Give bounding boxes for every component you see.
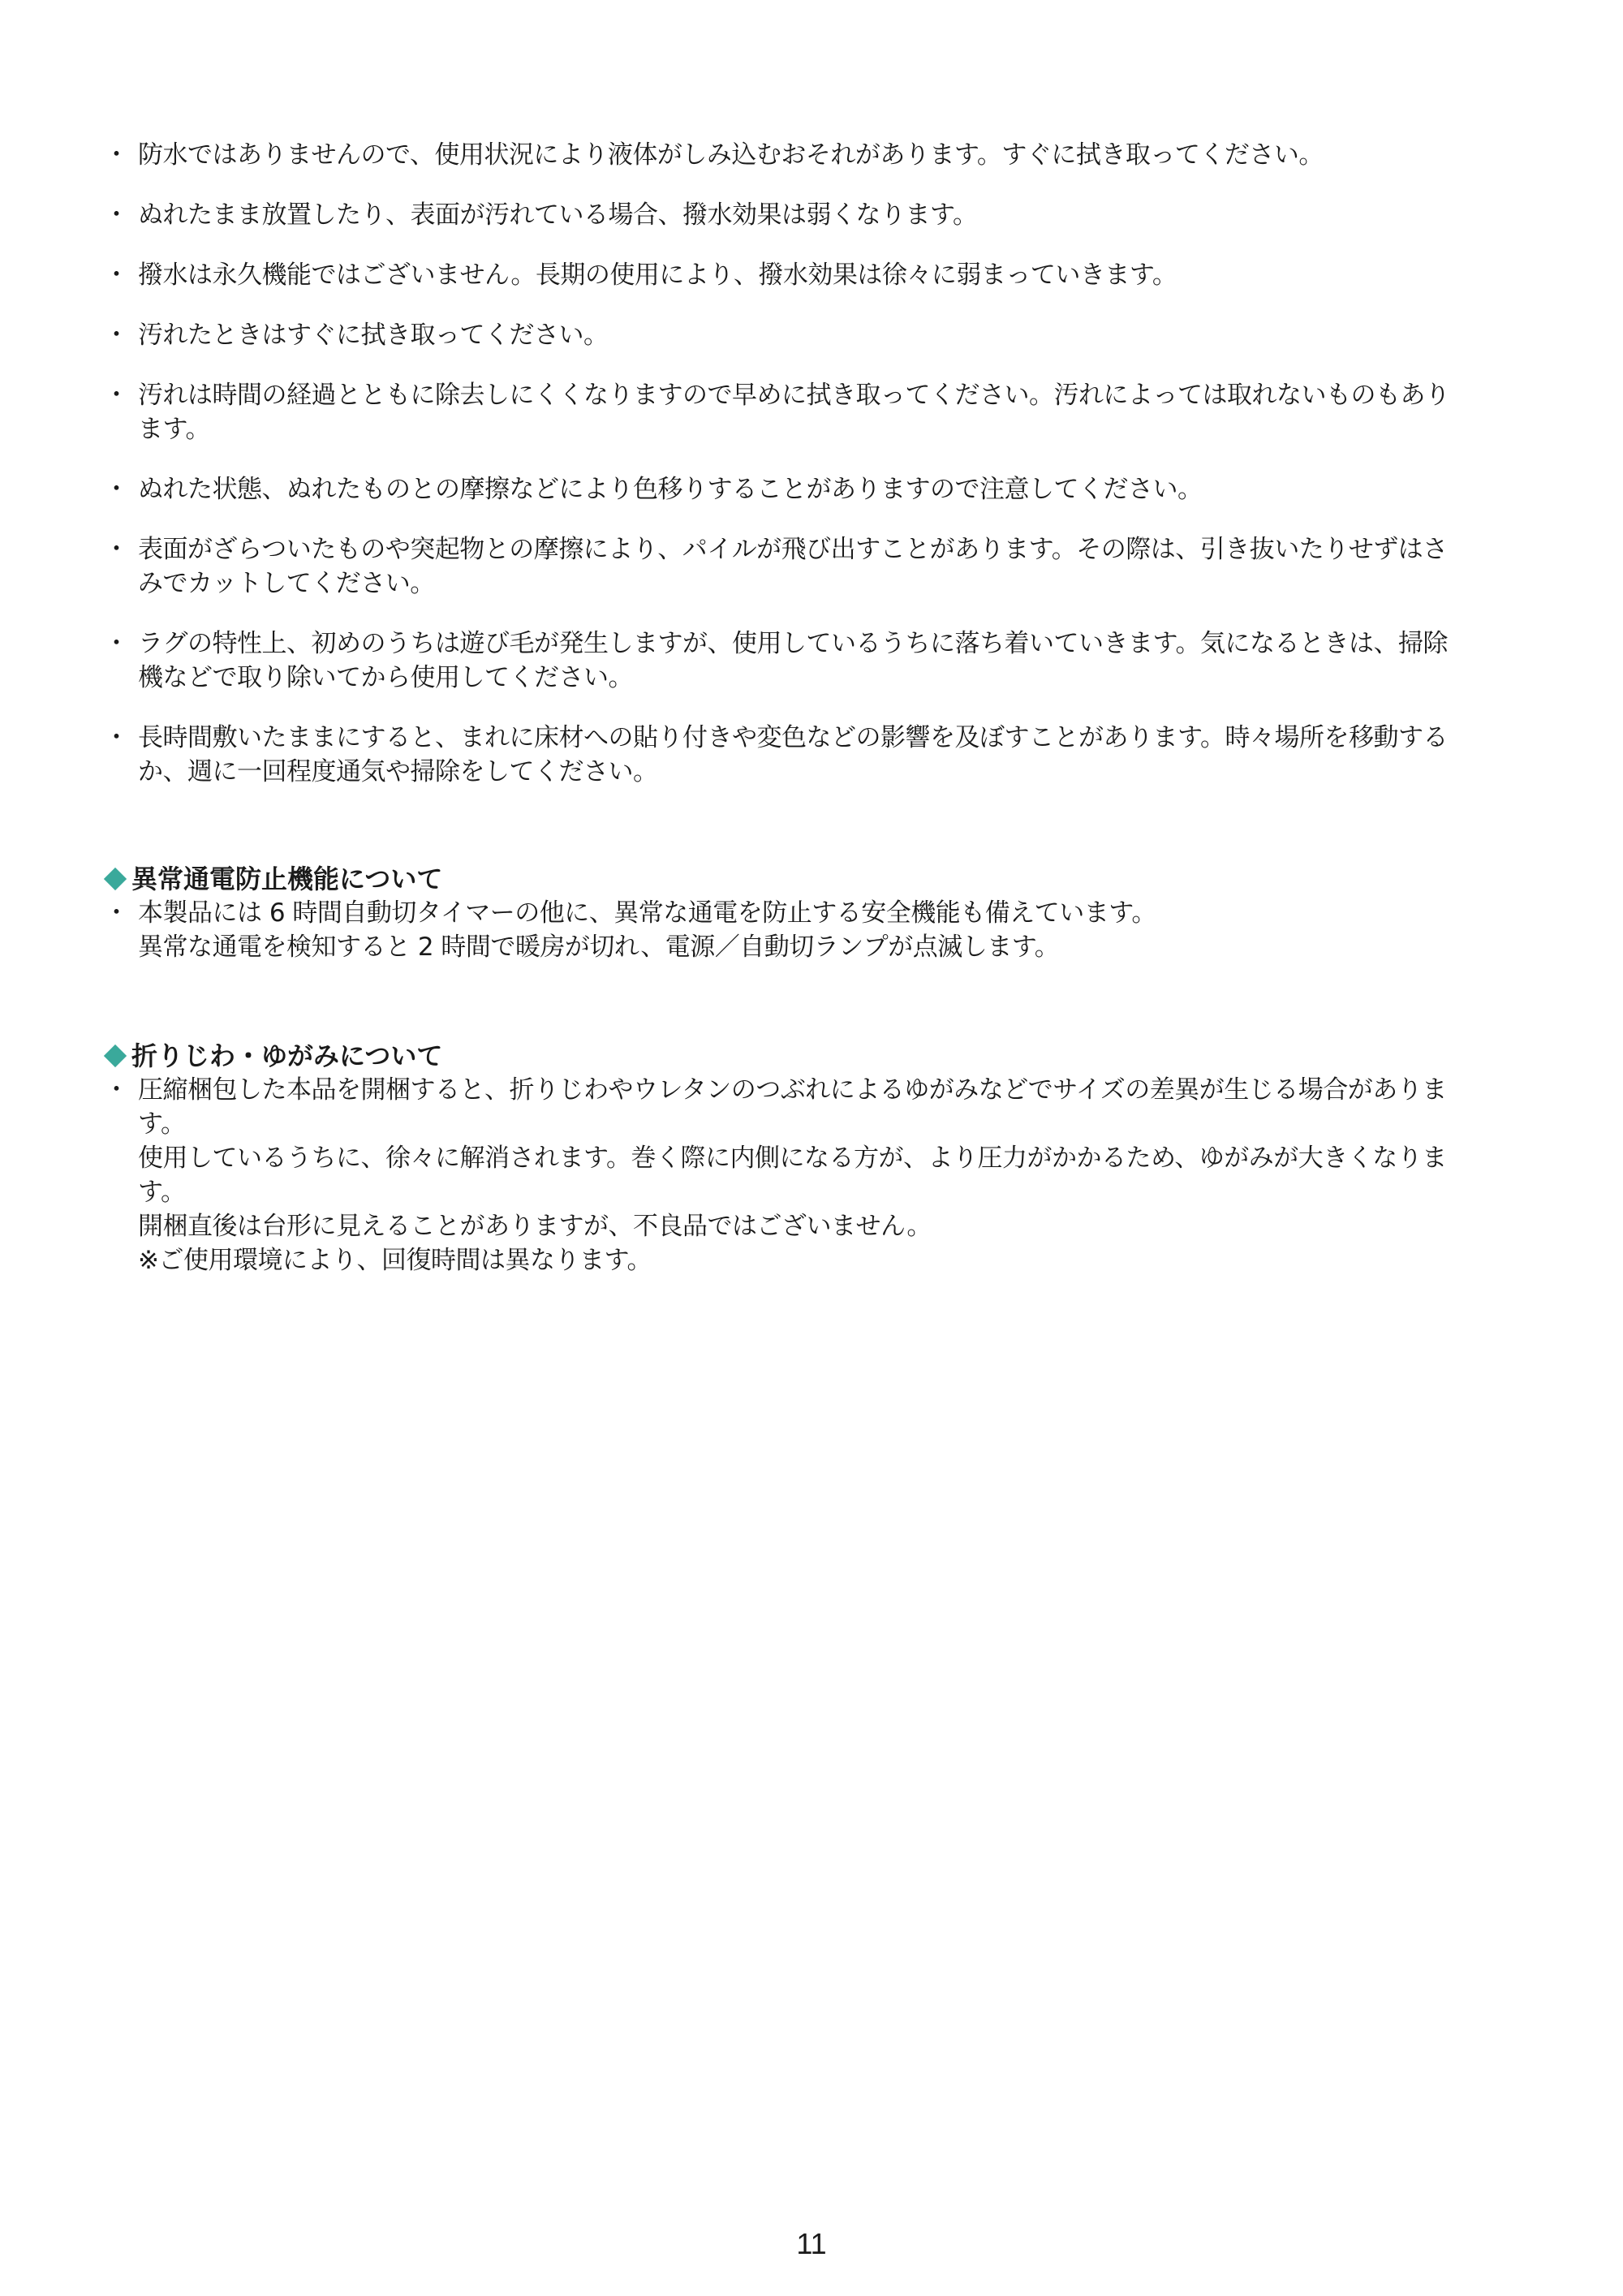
caution-item xyxy=(104,198,1540,232)
caution-text: ぬれたまま放置したり、表面が汚れている場合、撥水効果は弱くなります。 xyxy=(138,200,978,230)
caution-text-cont: みでカットしてください。 xyxy=(138,569,435,598)
creases-text: 圧縮梱包した本品を開梱すると、折りじわやウレタンのつぶれによるゆがみなどでサイズの差異が生じる場合がありま xyxy=(138,1075,1447,1105)
caution-text: 表面がざらついたものや突起物との摩擦により、パイルが飛び出すことがあります。その際は、引き抜いたりせずはさ xyxy=(138,535,1448,564)
caution-text: 防水ではありませんので、使用状況により液体がしみ込むおそれがあります。すぐに拭き取ってください。 xyxy=(138,140,1324,170)
bullet-dot: ・ xyxy=(104,200,129,230)
creases-list xyxy=(104,1073,1540,1277)
bullet-dot: ・ xyxy=(104,1075,129,1105)
diamond-icon xyxy=(104,868,127,890)
bullet-dot: ・ xyxy=(104,321,129,350)
bullet-dot: ・ xyxy=(104,898,129,928)
bullet-dot: ・ xyxy=(104,535,129,564)
caution-text-cont: ます。 xyxy=(138,415,211,444)
bullet-dot: ・ xyxy=(104,381,129,410)
creases-text: す。 xyxy=(138,1178,186,1207)
diamond-icon xyxy=(104,1045,127,1067)
bullet-dot: ・ xyxy=(104,629,129,658)
page-content xyxy=(104,138,1540,1277)
caution-item xyxy=(104,472,1540,506)
caution-item xyxy=(104,138,1540,172)
creases-text: 開梱直後は台形に見えることがありますが、不良品ではございません。 xyxy=(138,1212,932,1241)
abnormal-current-item xyxy=(104,896,1540,964)
caution-text: ラグの特性上、初めのうちは遊び毛が発生しますが、使用しているうちに落ち着いていきます。気になるときは、掃除 xyxy=(138,629,1449,658)
bullet-dot: ・ xyxy=(104,475,129,504)
bullet-dot: ・ xyxy=(104,723,129,752)
bullet-dot: ・ xyxy=(104,140,129,170)
caution-text: 長時間敷いたままにすると、まれに床材への貼り付きや変色などの影響を及ぼすことがあります。時々場所を移動する xyxy=(138,723,1449,752)
creases-text: す。 xyxy=(138,1109,186,1139)
caution-text-cont: 機などで取り除いてから使用してください。 xyxy=(138,663,633,692)
section-title: 異常通電防止機能について xyxy=(131,864,443,894)
caution-item xyxy=(104,378,1540,446)
section-heading-creases xyxy=(104,1039,1540,1073)
section-heading-abnormal-current xyxy=(104,862,1540,896)
caution-item xyxy=(104,721,1540,789)
caution-item xyxy=(104,627,1540,695)
caution-list xyxy=(104,138,1540,789)
caution-text-cont: か、週に一回程度通気や掃除をしてください。 xyxy=(138,757,658,786)
abnormal-current-text: 本製品には 6 時間自動切タイマーの他に、異常な通電を防止する安全機能も備えています。 xyxy=(138,898,1156,928)
caution-item xyxy=(104,258,1540,292)
caution-text: 汚れは時間の経過とともに除去しにくくなりますので早めに拭き取ってください。汚れによっては取れないものもあり xyxy=(138,381,1450,410)
creases-text: ※ご使用環境により、回復時間は異なります。 xyxy=(138,1246,652,1275)
caution-text: ぬれた状態、ぬれたものとの摩擦などにより色移りすることがありますので注意してください。 xyxy=(138,475,1203,504)
bullet-dot: ・ xyxy=(104,261,129,290)
creases-item xyxy=(104,1073,1540,1277)
creases-text: 使用しているうちに、徐々に解消されます。巻く際に内側になる方が、より圧力がかかるため、ゆがみが大きくなりま xyxy=(138,1144,1447,1173)
section-title: 折りじわ・ゆがみについて xyxy=(131,1040,443,1071)
caution-text: 汚れたときはすぐに拭き取ってください。 xyxy=(138,321,609,350)
page-number: 11 xyxy=(796,2227,827,2260)
abnormal-current-text: 異常な通電を検知すると 2 時間で暖房が切れ、電源／自動切ランプが点滅します。 xyxy=(138,933,1060,962)
caution-text: 撥水は永久機能ではございません。長期の使用により、撥水効果は徐々に弱まっていきます。 xyxy=(138,261,1177,290)
caution-item xyxy=(104,318,1540,352)
abnormal-current-list xyxy=(104,896,1540,964)
caution-item xyxy=(104,532,1540,601)
